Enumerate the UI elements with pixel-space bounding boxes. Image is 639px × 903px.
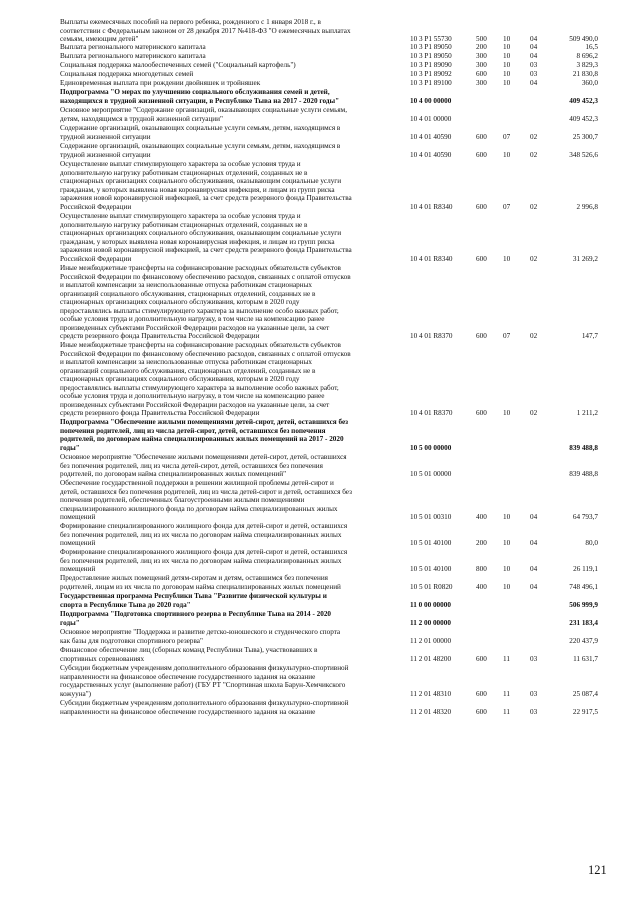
row-name: Содержание организаций, оказывающих социальные услуги семьям, детям, находящимся в трудной жизненной ситуации	[60, 142, 341, 159]
row-name: Содержание организаций, оказывающих социальные услуги семьям, детям, находящимся в трудной жизненной ситуации	[60, 124, 341, 141]
row-amount: 839 488,8	[569, 470, 598, 478]
row-subsection: 02	[530, 254, 538, 263]
row-expense-type: 600	[476, 254, 487, 263]
row-amount: 11 631,7	[573, 654, 598, 663]
row-expense-type: 600	[476, 654, 487, 663]
row-subsection: 03	[530, 707, 538, 716]
row-name: Субсидии бюджетным учреждениям дополнительного образования физкультурно-спортивной направленности на финансовое обеспечение государственного задания на оказание	[60, 699, 349, 716]
row-amount: 3 829,3	[576, 61, 598, 69]
row-code: 10 4 01 R8340	[410, 254, 453, 263]
row-name: Иные межбюджетные трансферты на софинансирование расходных обязательств субъектов Российской Федерации по финансовому обеспечению расходов, связанных с оплатой отпусков и выплатой компенсации за неиспользованные отпуска работникам стационарных организаций социального обслуживания, стационарных отделений, созданных не в стационарных организациях социального обслуживания, которым в 2020 году предоставлялись выплаты стимулирующего характера за выполнение особо важных работ, особые условия труда и дополнительную нагрузку, в том числе на компенсацию ранее произведенных субъектами Российской Федерации расходов на указанные цели, за счет средств резервного фонда Правительства Российской Федерации	[60, 264, 351, 340]
row-subsection: 03	[530, 70, 538, 78]
row-section: 11	[503, 707, 510, 716]
row-expense-type: 600	[476, 409, 487, 417]
row-amount: 8 696,2	[576, 52, 598, 60]
row-name: Осуществление выплат стимулирующего характера за особые условия труда и дополнительную нагрузку работникам стационарных отделений, созданных не в стационарных организациях социального обслуживания, оказывающим социальные услуги гражданам, у которых выявлена новая коронавирусная инфекция, и лицам из групп риска заражения новой коронавирусной инфекцией, за счет средств резервного фонда Правительства Российской Федерации	[60, 160, 352, 211]
row-amount: 22 917,5	[572, 707, 598, 716]
row-code: 11 2 00 00000	[410, 618, 451, 627]
row-name: Подпрограмма "Подготовка спортивного резерва в Республике Тыва на 2014 - 2020 годы"	[60, 610, 332, 627]
row-code: 11 2 01 48200	[410, 654, 452, 663]
row-code: 11 2 01 00000	[410, 636, 452, 645]
row-name: Формирование специализированного жилищного фонда для детей-сирот и детей, оставшихся без попечения родителей, лиц из их числа по договорам найма специализированных жилых помещений	[60, 548, 348, 573]
row-section: 10	[503, 79, 511, 87]
row-expense-type: 600	[476, 689, 487, 698]
row-expense-type: 800	[476, 565, 487, 573]
row-code: 11 2 01 48310	[410, 689, 452, 698]
row-section: 11	[503, 654, 510, 663]
row-amount: 25 087,4	[572, 689, 598, 698]
row-amount: 506 999,9	[569, 600, 598, 609]
row-subsection: 04	[530, 539, 538, 547]
row-code: 10 4 01 R8370	[410, 409, 453, 417]
row-amount: 147,7	[581, 332, 598, 340]
row-expense-type: 200	[476, 539, 487, 547]
row-expense-type: 600	[476, 202, 487, 211]
row-subsection: 04	[530, 35, 538, 43]
row-amount: 26 119,1	[573, 565, 598, 573]
row-name: Социальная поддержка многодетных семей	[60, 70, 194, 78]
row-name: Единовременная выплата при рождении двойняшек и тройняшек	[60, 79, 261, 87]
row-code: 10 4 01 40590	[410, 132, 452, 141]
row-amount: 231 183,4	[569, 618, 598, 627]
row-expense-type: 600	[476, 707, 487, 716]
row-code: 10 3 P1 89050	[410, 43, 452, 51]
row-code: 10 4 01 R8340	[410, 202, 453, 211]
row-subsection: 03	[530, 689, 538, 698]
page-number: 121	[588, 863, 607, 877]
row-amount: 64 793,7	[572, 513, 598, 521]
row-expense-type: 400	[476, 513, 487, 521]
row-section: 10	[503, 61, 511, 69]
row-name: Государственная программа Республики Тыва "Развитие физической культуры и спорта в Республике Тыва до 2020 года"	[60, 592, 327, 609]
row-amount: 748 496,1	[569, 582, 598, 591]
row-amount: 25 300,7	[572, 132, 598, 141]
row-section: 07	[503, 132, 511, 141]
row-name: Предоставление жилых помещений детям-сиротам и детям, оставшимся без попечения родителей, лицам из их числа по договорам найма специализированных жилых помещений	[60, 574, 341, 591]
row-subsection: 02	[530, 150, 538, 159]
row-name: Иные межбюджетные трансферты на софинансирование расходных обязательств субъектов Российской Федерации по финансовому обеспечению расходов, связанных с оплатой отпусков и выплатой компенсации за неиспользованные отпуска работникам стационарных организаций социального обслуживания, стационарных отделений, созданных не в стационарных организациях социального обслуживания, которым в 2020 году предоставлялись выплаты стимулирующего характера за выполнение особо важных работ, особые условия труда и дополнительную нагрузку, в том числе на компенсацию ранее произведенных субъектами Российской Федерации расходов на указанные цели, за счет средств резервного фонда Правительства Российской Федерации	[60, 341, 351, 417]
row-section: 10	[503, 150, 511, 159]
row-expense-type: 600	[476, 332, 487, 340]
row-name: Осуществление выплат стимулирующего характера за особые условия труда и дополнительную нагрузку работникам стационарных отделений, созданных не в стационарных организациях социального обслуживания, оказывающим социальные услуги гражданам, у которых выявлена новая коронавирусная инфекция, и лицам из групп риска заражения новой коронавирусной инфекцией, за счет средств резервного фонда Правительства Российской Федерации	[60, 212, 352, 263]
row-section: 10	[503, 35, 511, 43]
row-name: Подпрограмма "О мерах по улучшению социального обслуживания семей и детей, находящихся в трудной жизненной ситуации, в Республике Тыва на 2017 - 2020 годы"	[60, 88, 340, 105]
row-subsection: 03	[530, 61, 538, 69]
row-name: Социальная поддержка малообеспеченных семей ("Социальный картофель")	[60, 61, 296, 69]
row-section: 10	[503, 254, 511, 263]
row-code: 10 5 01 00000	[410, 470, 452, 478]
row-amount: 31 269,2	[572, 254, 598, 263]
row-expense-type: 500	[476, 35, 487, 43]
row-subsection: 02	[530, 409, 538, 417]
row-code: 10 4 01 40590	[410, 150, 452, 159]
row-expense-type: 300	[476, 61, 487, 69]
row-subsection: 02	[530, 202, 538, 211]
row-amount: 409 452,3	[569, 114, 598, 123]
row-code: 10 3 P1 55730	[410, 35, 452, 43]
row-expense-type: 200	[476, 43, 487, 51]
row-amount: 1 211,2	[576, 409, 598, 417]
row-code: 10 3 P1 89090	[410, 61, 452, 69]
row-code: 10 5 01 40100	[410, 539, 452, 547]
row-section: 10	[503, 409, 511, 417]
row-expense-type: 400	[476, 582, 487, 591]
row-name: Выплаты ежемесячных пособий на первого ребенка, рожденного с 1 января 2018 г., в соответствии с Федеральным законом от 28 декабря 2017 №418-ФЗ "О ежемесячных выплатах семьям, имеющим детей"	[60, 18, 351, 43]
row-code: 10 5 01 R0820	[410, 582, 453, 591]
row-name: Подпрограмма "Обеспечение жилыми помещениями детей-сирот, детей, оставшихся без попечения родителей, лиц из числа детей-сирот, детей, оставшихся без попечения родителей, по договорам найма специализированных жилых помещений на 2017 - 2020 годы"	[60, 418, 349, 452]
row-name: Основное мероприятие "Поддержка и развитие детско-юношеского и студенческого спорта как базы для подготовки спортивного резерва"	[60, 628, 341, 645]
row-code: 10 3 P1 89100	[410, 79, 452, 87]
row-subsection: 04	[530, 79, 538, 87]
row-subsection: 04	[530, 513, 538, 521]
row-name: Обеспечение государственной поддержки в решении жилищной проблемы детей-сирот и детей, оставшихся без попечения родителей, лиц из числа детей-сирот и детей, оставшихся без попечения родителей, обеспеченных благоустроенными жилыми помещениями специализированного жилищного фонда по договорам найма специализированных жилых помещений	[60, 479, 352, 521]
row-section: 07	[503, 332, 511, 340]
row-code: 10 4 00 00000	[410, 96, 452, 105]
row-code: 10 4 01 00000	[410, 114, 452, 123]
row-name: Субсидии бюджетным учреждениям дополнительного образования физкультурно-спортивной направленности на финансовое обеспечение государственного задания на оказание государственных услуг (выполнение работ) (ГБУ РТ "Спортивная школа Барун-Хемчикского кожууна")	[60, 664, 349, 698]
row-section: 10	[503, 539, 511, 547]
row-code: 11 2 01 48320	[410, 707, 452, 716]
row-amount: 839 488,8	[569, 443, 598, 452]
row-name: Основное мероприятие "Содержание организаций, оказывающих социальные услуги семьям, детям, находящимся в трудной жизненной ситуации"	[60, 106, 348, 123]
row-subsection: 02	[530, 132, 538, 141]
row-amount: 21 830,8	[572, 70, 598, 78]
row-amount: 2 996,8	[576, 202, 598, 211]
row-section: 07	[503, 202, 511, 211]
row-expense-type: 600	[476, 70, 487, 78]
row-amount: 16,5	[585, 43, 598, 51]
row-name: Финансовое обеспечение лиц (сборных команд Республики Тыва), участвовавших в спортивных соревнованиях	[60, 646, 318, 663]
row-section: 10	[503, 43, 511, 51]
row-name: Выплата регионального материнского капитала	[60, 43, 206, 51]
row-amount: 409 452,3	[569, 96, 598, 105]
row-code: 10 3 P1 89050	[410, 52, 452, 60]
row-code: 10 3 P1 89092	[410, 70, 452, 78]
row-section: 10	[503, 565, 511, 573]
row-amount: 348 526,6	[569, 150, 598, 159]
row-section: 10	[503, 582, 511, 591]
row-name: Формирование специализированного жилищного фонда для детей-сирот и детей, оставшихся без попечения родителей, лиц из их числа по договорам найма специализированных жилых помещений	[60, 522, 348, 547]
row-code: 10 5 00 00000	[410, 443, 452, 452]
row-subsection: 04	[530, 582, 538, 591]
row-section: 10	[503, 52, 511, 60]
row-section: 10	[503, 513, 511, 521]
row-expense-type: 300	[476, 52, 487, 60]
row-expense-type: 600	[476, 132, 487, 141]
row-code: 10 5 01 00310	[410, 513, 452, 521]
row-amount: 509 490,0	[569, 35, 598, 43]
row-code: 11 0 00 00000	[410, 600, 451, 609]
row-name: Основное мероприятие "Обеспечение жилыми помещениями детей-сирот, детей, оставшихся без попечения родителей, лиц из числа детей-сирот, детей, оставшихся без попечения родителей, по договорам найма специализированных жилых помещений"	[60, 453, 347, 478]
row-section: 10	[503, 70, 511, 78]
row-subsection: 04	[530, 565, 538, 573]
row-expense-type: 300	[476, 79, 487, 87]
row-subsection: 04	[530, 43, 538, 51]
row-name: Выплата регионального материнского капитала	[60, 52, 206, 60]
row-code: 10 5 01 40100	[410, 565, 452, 573]
row-section: 11	[503, 689, 510, 698]
row-subsection: 02	[530, 332, 538, 340]
row-expense-type: 600	[476, 150, 487, 159]
row-subsection: 04	[530, 52, 538, 60]
row-amount: 360,0	[581, 79, 598, 87]
row-amount: 220 437,9	[569, 636, 598, 645]
row-code: 10 4 01 R8370	[410, 332, 453, 340]
row-subsection: 03	[530, 654, 538, 663]
row-amount: 80,0	[585, 539, 598, 547]
